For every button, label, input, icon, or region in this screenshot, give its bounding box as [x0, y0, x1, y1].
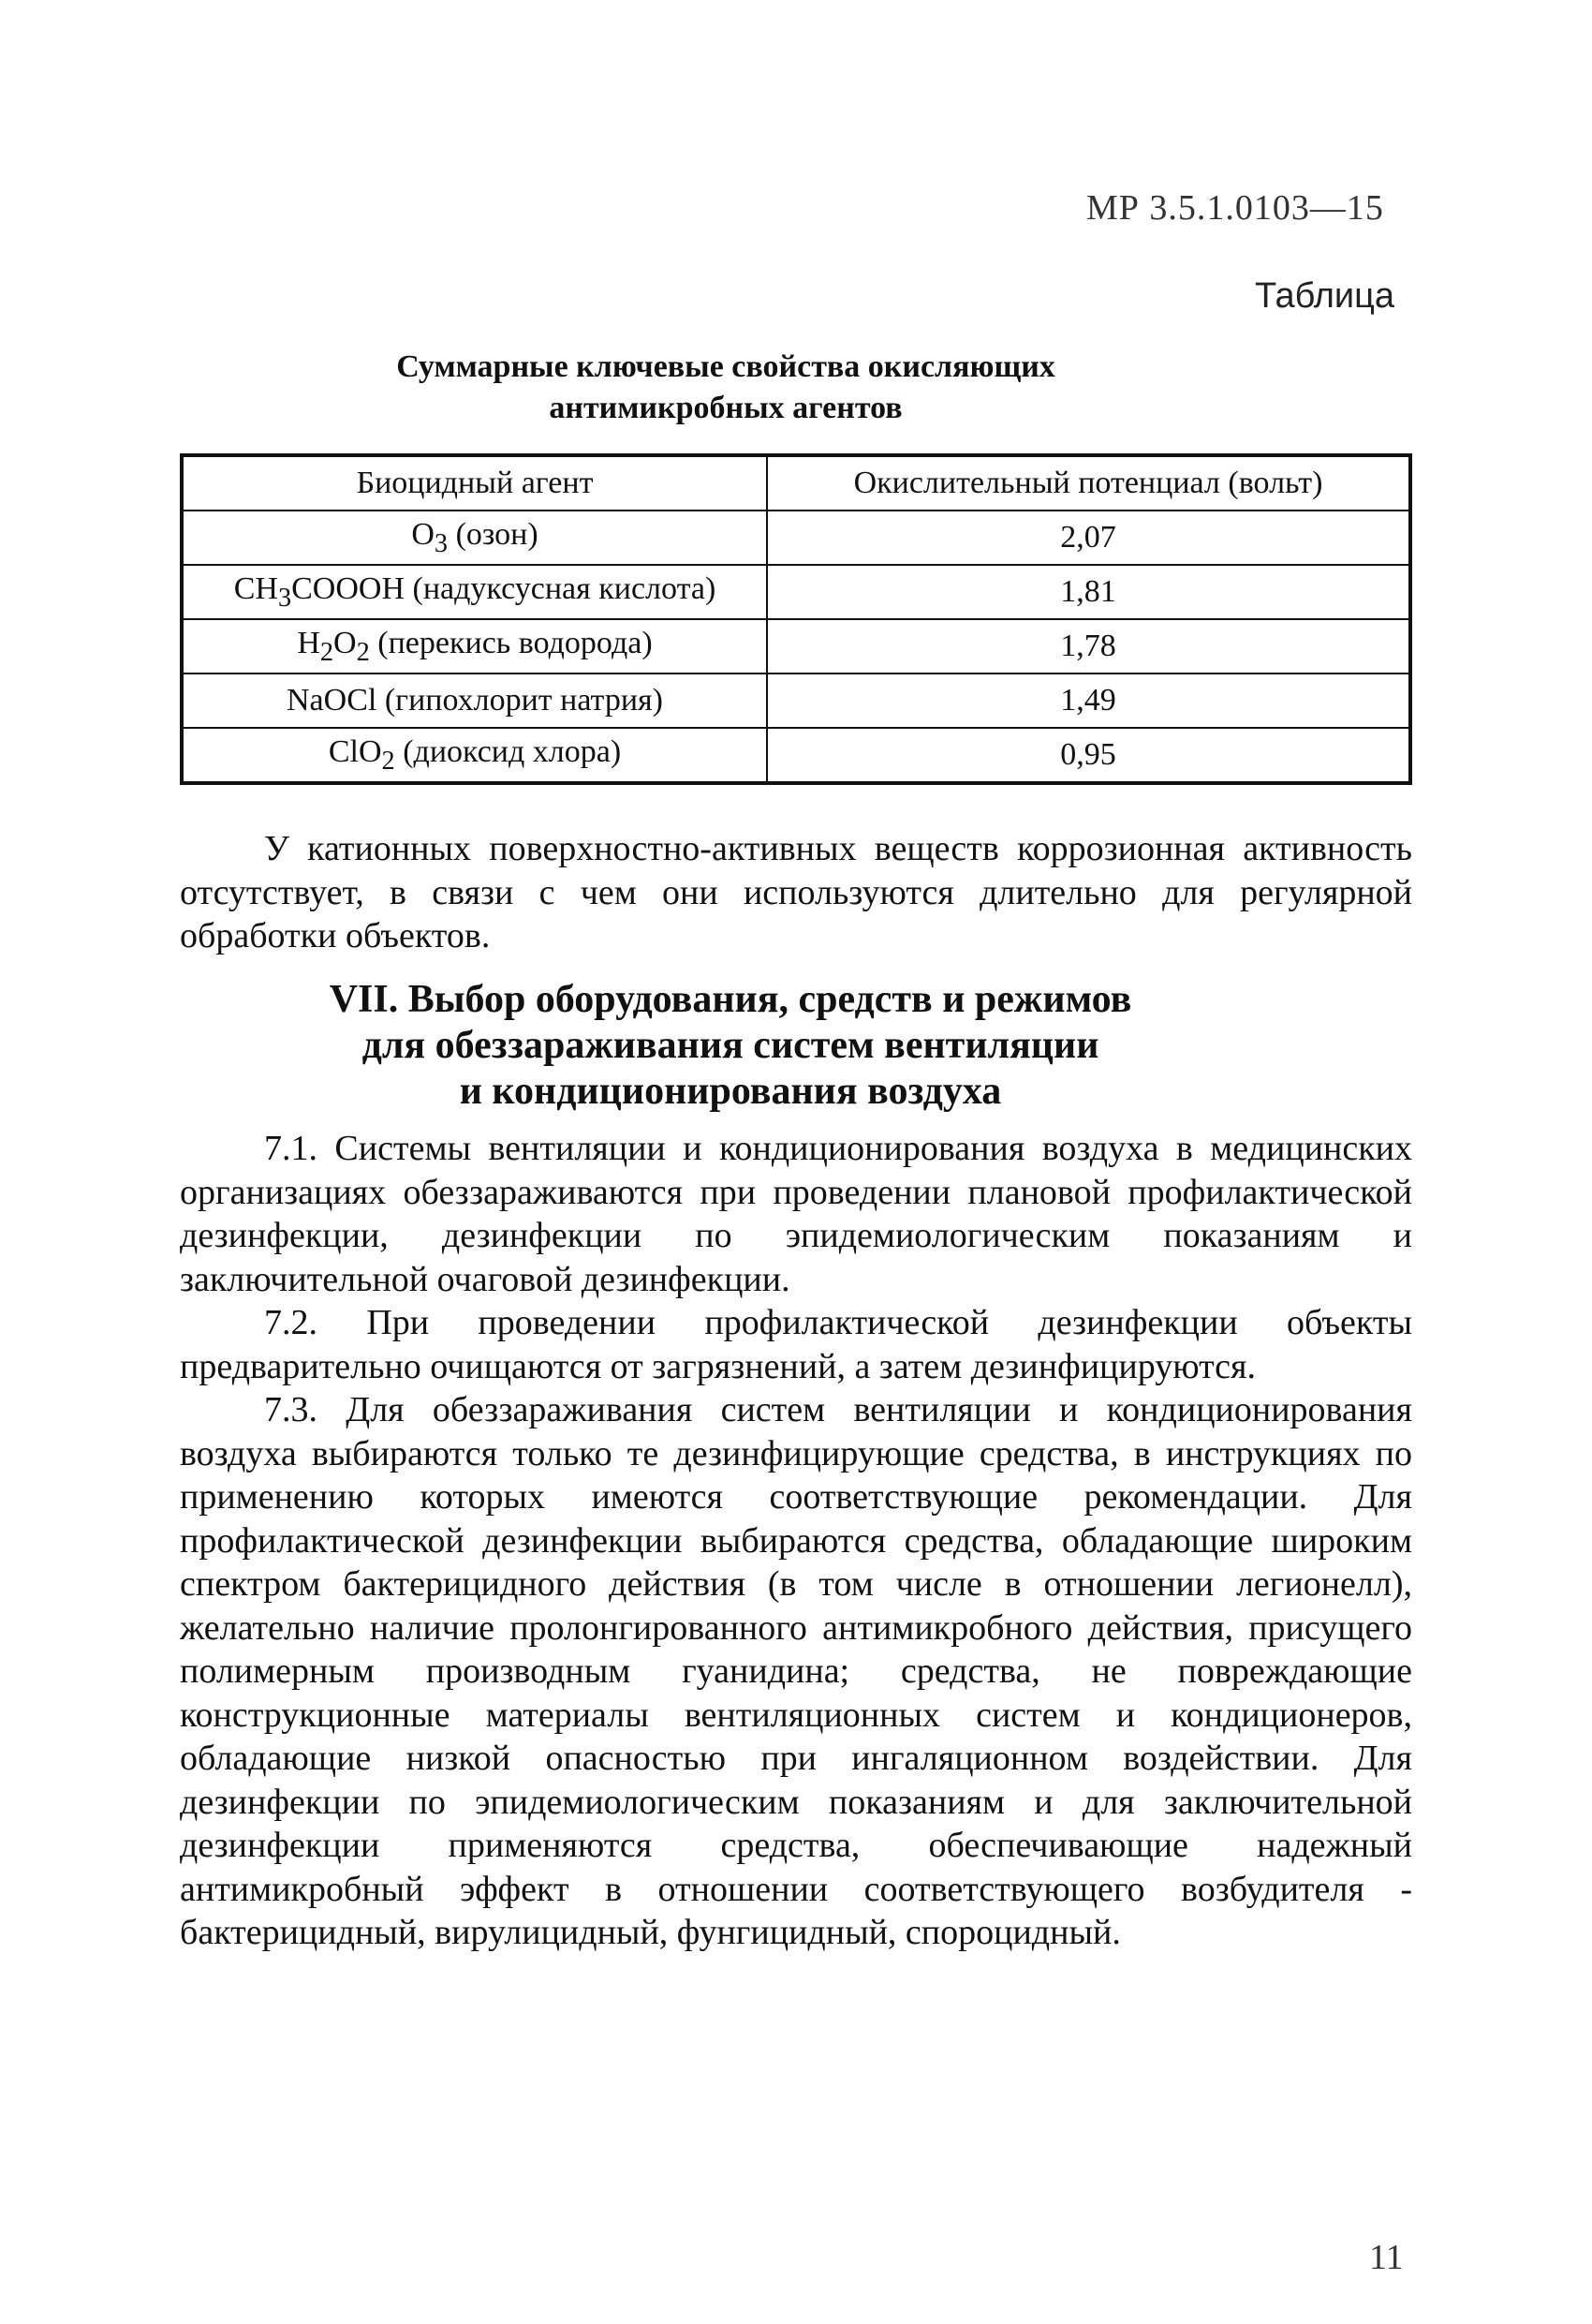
potential-cell: 1,49 — [767, 674, 1410, 728]
agent-cell: ClO$_2$ (диоксид хлора) — [182, 728, 767, 783]
intro-paragraph: У катионных поверхностно-активных веществ коррозионная активность отсутствует, в связи с чем они используются длительно для регулярной обработки объектов. — [180, 829, 1412, 955]
agent-cell: NaOCl (гипохлорит натрия) — [182, 674, 767, 728]
table-row — [182, 728, 1410, 783]
agent-cell: $H_2O_2$ (перекись водорода) — [182, 619, 767, 674]
table-caption-line1: Суммарные ключевые свойства окисляющих — [396, 349, 1055, 384]
table-label: Таблица — [1255, 276, 1394, 316]
table-caption-line2: антимикробных агентов — [549, 391, 903, 425]
paragraph-7-3: 7.3. Для обеззараживания систем вентиляции и кондиционирования воздуха выбираются только те дезинфицирующие средства, в инструкциях по применению которых имеются соответствующие рекомендации. Для профилактической дезинфекции выбираются средства, обладающие широким спектром бактерицидного действия (в том числе в отношении легионелл), желательно наличие пролонгированного антимикробного действия, присущего полимерным производным гуанидина; средства, не повреждающие конструкционные материалы вентиляционных систем и кондиционеров, обладающие низкой опасностью при ингаляционном воздействии. Для дезинфекции по эпидемиологическим показаниям и для заключительной дезинфекции применяются средства, обеспечивающие надежный антимикробный эффект в отношении соответствующего возбудителя - бактерицидный, вирулицидный, фунгицидный, спороцидный. — [180, 1390, 1412, 1952]
table-row — [182, 565, 1410, 619]
section-body — [180, 1127, 1412, 1955]
table-caption — [0, 347, 1592, 429]
paragraph-7-1: 7.1. Системы вентиляции и кондиционирования воздуха в медицинских организациях обеззараживаются при проведении плановой профилактической дезинфекции, дезинфекции по эпидемиологическим показаниям и заключительной очаговой дезинфекции. — [180, 1129, 1412, 1299]
paragraph-7-2: 7.2. При проведении профилактической дезинфекции объекты предварительно очищаются от загрязнений, а затем дезинфицируются. — [180, 1303, 1412, 1386]
agent-cell: $CH_3COOOH$ (надуксусная кислота) — [182, 565, 767, 619]
potential-cell: 1,81 — [767, 565, 1410, 619]
table-header-row — [182, 455, 1410, 511]
column-header-agent: Биоцидный агент — [182, 455, 767, 511]
agent-cell: $O_3$ (озон) — [182, 511, 767, 565]
potential-cell: 1,78 — [767, 619, 1410, 674]
section-title — [0, 977, 1592, 1115]
section-title-line3: и кондиционирования воздуха — [459, 1070, 1002, 1113]
section-title-line2: для обеззараживания систем вентиляции — [361, 1024, 1099, 1067]
oxidizer-properties-table — [180, 453, 1412, 785]
page-number: 11 — [1369, 2238, 1404, 2277]
column-header-potential: Окислительный потенциал (вольт) — [767, 455, 1410, 511]
table-row — [182, 674, 1410, 728]
potential-cell: 2,07 — [767, 511, 1410, 565]
table-row — [182, 619, 1410, 674]
potential-cell: 0,95 — [767, 728, 1410, 783]
section-title-line1: VII. Выбор оборудования, средств и режимов — [329, 978, 1132, 1021]
table-row — [182, 511, 1410, 565]
document-code: МР 3.5.1.0103—15 — [1086, 188, 1384, 228]
